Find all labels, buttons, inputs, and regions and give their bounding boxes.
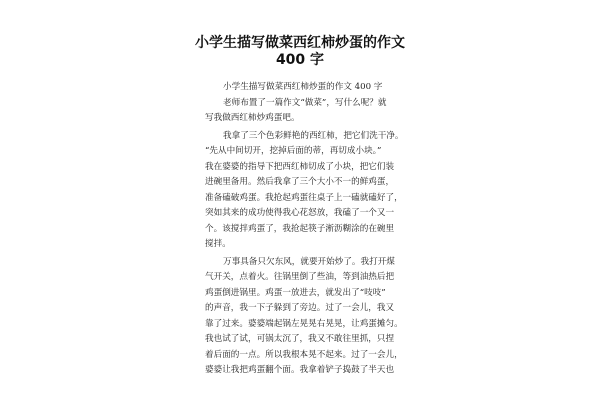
- document-title-line-2: 400 字: [275, 52, 325, 68]
- body-line: 写我做西红柿炒鸡蛋吧。: [205, 113, 300, 123]
- body-line: 小学生描写做菜西红柿炒蛋的作文 400 字: [223, 82, 383, 92]
- body-line: 进碗里备用。然后我拿了三个大小不一的鲜鸡蛋，: [205, 177, 395, 187]
- body-line: 我在婆婆的指导下把西红柿切成了小块，把它们装: [205, 161, 395, 172]
- document-body: [205, 80, 405, 379]
- body-line: 我拿了三个色彩鲜艳的西红柿，把它们洗干净。: [223, 130, 404, 141]
- body-line: 准备磕破鸡蛋。我抢起鸡蛋往桌子上一磕就磕好了，: [205, 192, 403, 203]
- body-line: 婆婆让我把鸡蛋翻个面。我拿着铲子捣鼓了半天也: [205, 365, 395, 375]
- body-line: 靠了过来。婆婆端起锅左晃晃右晃晃，让鸡蛋摊匀。: [205, 318, 403, 329]
- body-line: 老师布置了一篇作文“做菜”，写什么呢？就: [223, 97, 387, 108]
- body-line: 万事具备只欠东风，就要开始炒了。我打开煤: [223, 256, 395, 267]
- body-line: “先从中间切开，挖掉后面的蒂，再切成小块。”: [205, 146, 382, 156]
- body-line: 气开关，点着火。往锅里倒了些油，等到油热后把: [205, 272, 395, 282]
- body-line: 的声音，我一下子躲到了旁边。过了一会儿，我又: [205, 303, 395, 313]
- body-line: 个。该搅拌鸡蛋了，我抢起筷子淅沥糊涂的在碗里: [205, 223, 395, 234]
- body-line: 突如其来的成功使得我心花怒放，我磕了一个又一: [205, 208, 395, 218]
- body-line: 鸡蛋倒进锅里。鸡蛋一放进去，就发出了“吱吱”: [205, 287, 386, 298]
- document-title-line-1: 小学生描写做菜西红柿炒蛋的作文: [195, 35, 405, 51]
- body-line: 搅拌。: [205, 239, 231, 249]
- body-line: 我也试了试，可锅太沉了，我又不敢往里抓，只捏: [205, 334, 395, 344]
- body-line: 着后面的一点。所以我根本晃不起来。过了一会儿，: [205, 349, 403, 360]
